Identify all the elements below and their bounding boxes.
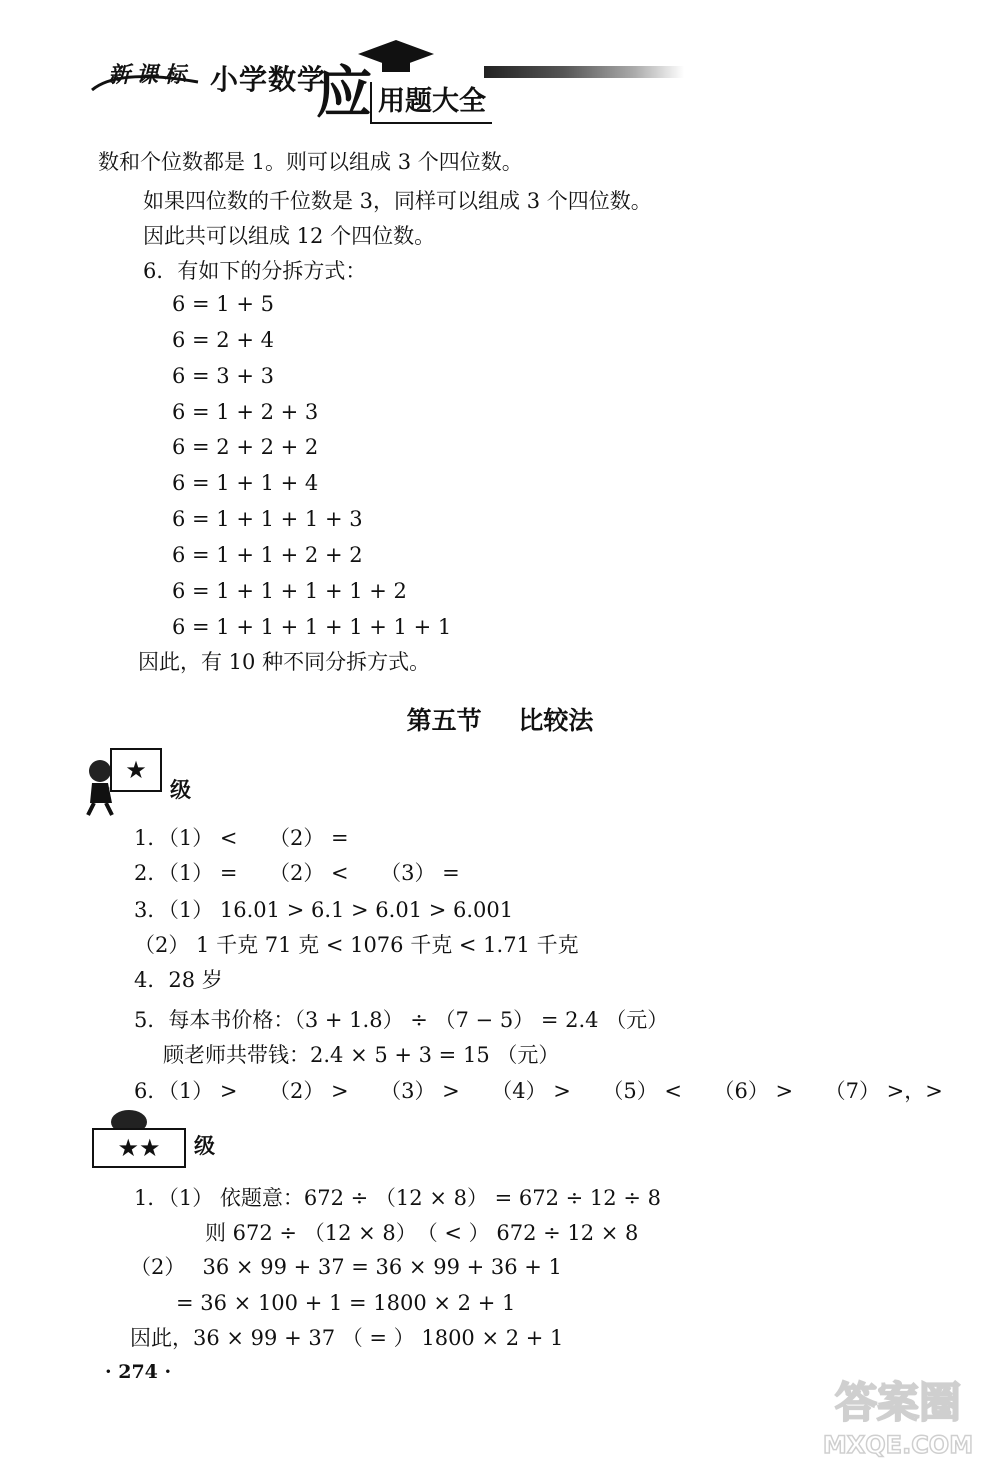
answer-line: 1．（1） < （2） = <box>134 826 349 850</box>
answer-line: 2．（1） = （2） < （3） = <box>134 861 460 885</box>
section-title <box>0 701 1000 737</box>
title-rest: 用题大全 <box>370 82 492 124</box>
text-line: 数和个位数都是 1。则可以组成 3 个四位数。 <box>98 150 523 174</box>
section-name: 比较法 <box>518 706 594 735</box>
svg-text:MXQE.COM: MXQE.COM <box>822 1431 974 1459</box>
header-gradient-bar <box>484 66 684 78</box>
equation: 6 = 1 + 5 <box>172 292 274 316</box>
level-2-badge <box>84 1110 224 1172</box>
answer-line: 1．（1） 依题意：672 ÷ （12 × 8） = 672 ÷ 12 ÷ 8 <box>134 1186 661 1210</box>
text-line: 6．有如下的分拆方式： <box>143 259 367 283</box>
answer-line: （2） 36 × 99 + 37 = 36 × 99 + 36 + 1 <box>130 1255 562 1279</box>
equation: 6 = 1 + 1 + 2 + 2 <box>172 543 363 567</box>
level-label: 级 <box>194 1134 215 1158</box>
star-box <box>110 748 162 792</box>
title-big-char: 应 <box>316 61 372 126</box>
answer-line: 则 672 ÷ （12 × 8） （ < ） 672 ÷ 12 × 8 <box>205 1221 639 1245</box>
level-label: 级 <box>170 778 191 802</box>
answer-line: 4．28 岁 <box>134 968 223 992</box>
answer-line: 5．每本书价格：（3 + 1.8） ÷ （7 − 5） = 2.4 （元） <box>134 1008 669 1032</box>
page-number: · 274 · <box>105 1361 172 1383</box>
subject-name: 小学数学 <box>210 63 327 96</box>
page-header <box>88 38 968 133</box>
text-line: 如果四位数的千位数是 3，同样可以组成 3 个四位数。 <box>143 189 652 213</box>
answer-line: 6．（1） > （2） > （3） > （4） > （5） < （6） > （7） >，> <box>134 1079 943 1103</box>
equation: 6 = 1 + 2 + 3 <box>172 400 319 424</box>
series-name: 新课标 <box>108 63 193 88</box>
watermark-logo <box>808 1365 988 1465</box>
level-1-badge <box>82 748 202 818</box>
star-box <box>92 1128 186 1168</box>
answer-line: 因此，36 × 99 + 37 （ = ） 1800 × 2 + 1 <box>130 1326 564 1350</box>
equation: 6 = 3 + 3 <box>172 364 274 388</box>
equation: 6 = 1 + 1 + 4 <box>172 471 319 495</box>
answer-line: （2） 1 千克 71 克 < 1076 千克 < 1.71 千克 <box>134 933 579 957</box>
equation: 6 = 1 + 1 + 1 + 1 + 1 + 1 <box>172 615 452 639</box>
star-icon: ★ <box>125 756 147 784</box>
svg-text:答案圈: 答案圈 <box>834 1378 962 1427</box>
answer-line: 3．（1） 16.01 > 6.1 > 6.01 > 6.001 <box>134 898 514 922</box>
text-line: 因此，有 10 种不同分拆方式。 <box>138 650 431 674</box>
stars-icon: ★★ <box>117 1134 161 1162</box>
equation: 6 = 2 + 2 + 2 <box>172 435 319 459</box>
equation: 6 = 1 + 1 + 1 + 3 <box>172 507 363 531</box>
section-number: 第五节 <box>406 706 482 735</box>
equation: 6 = 2 + 4 <box>172 328 274 352</box>
text-line: 因此共可以组成 12 个四位数。 <box>143 224 436 248</box>
equation: 6 = 1 + 1 + 1 + 1 + 2 <box>172 579 407 603</box>
answer-line: 顾老师共带钱：2.4 × 5 + 3 = 15 （元） <box>163 1043 560 1067</box>
answer-line: = 36 × 100 + 1 = 1800 × 2 + 1 <box>176 1291 516 1315</box>
